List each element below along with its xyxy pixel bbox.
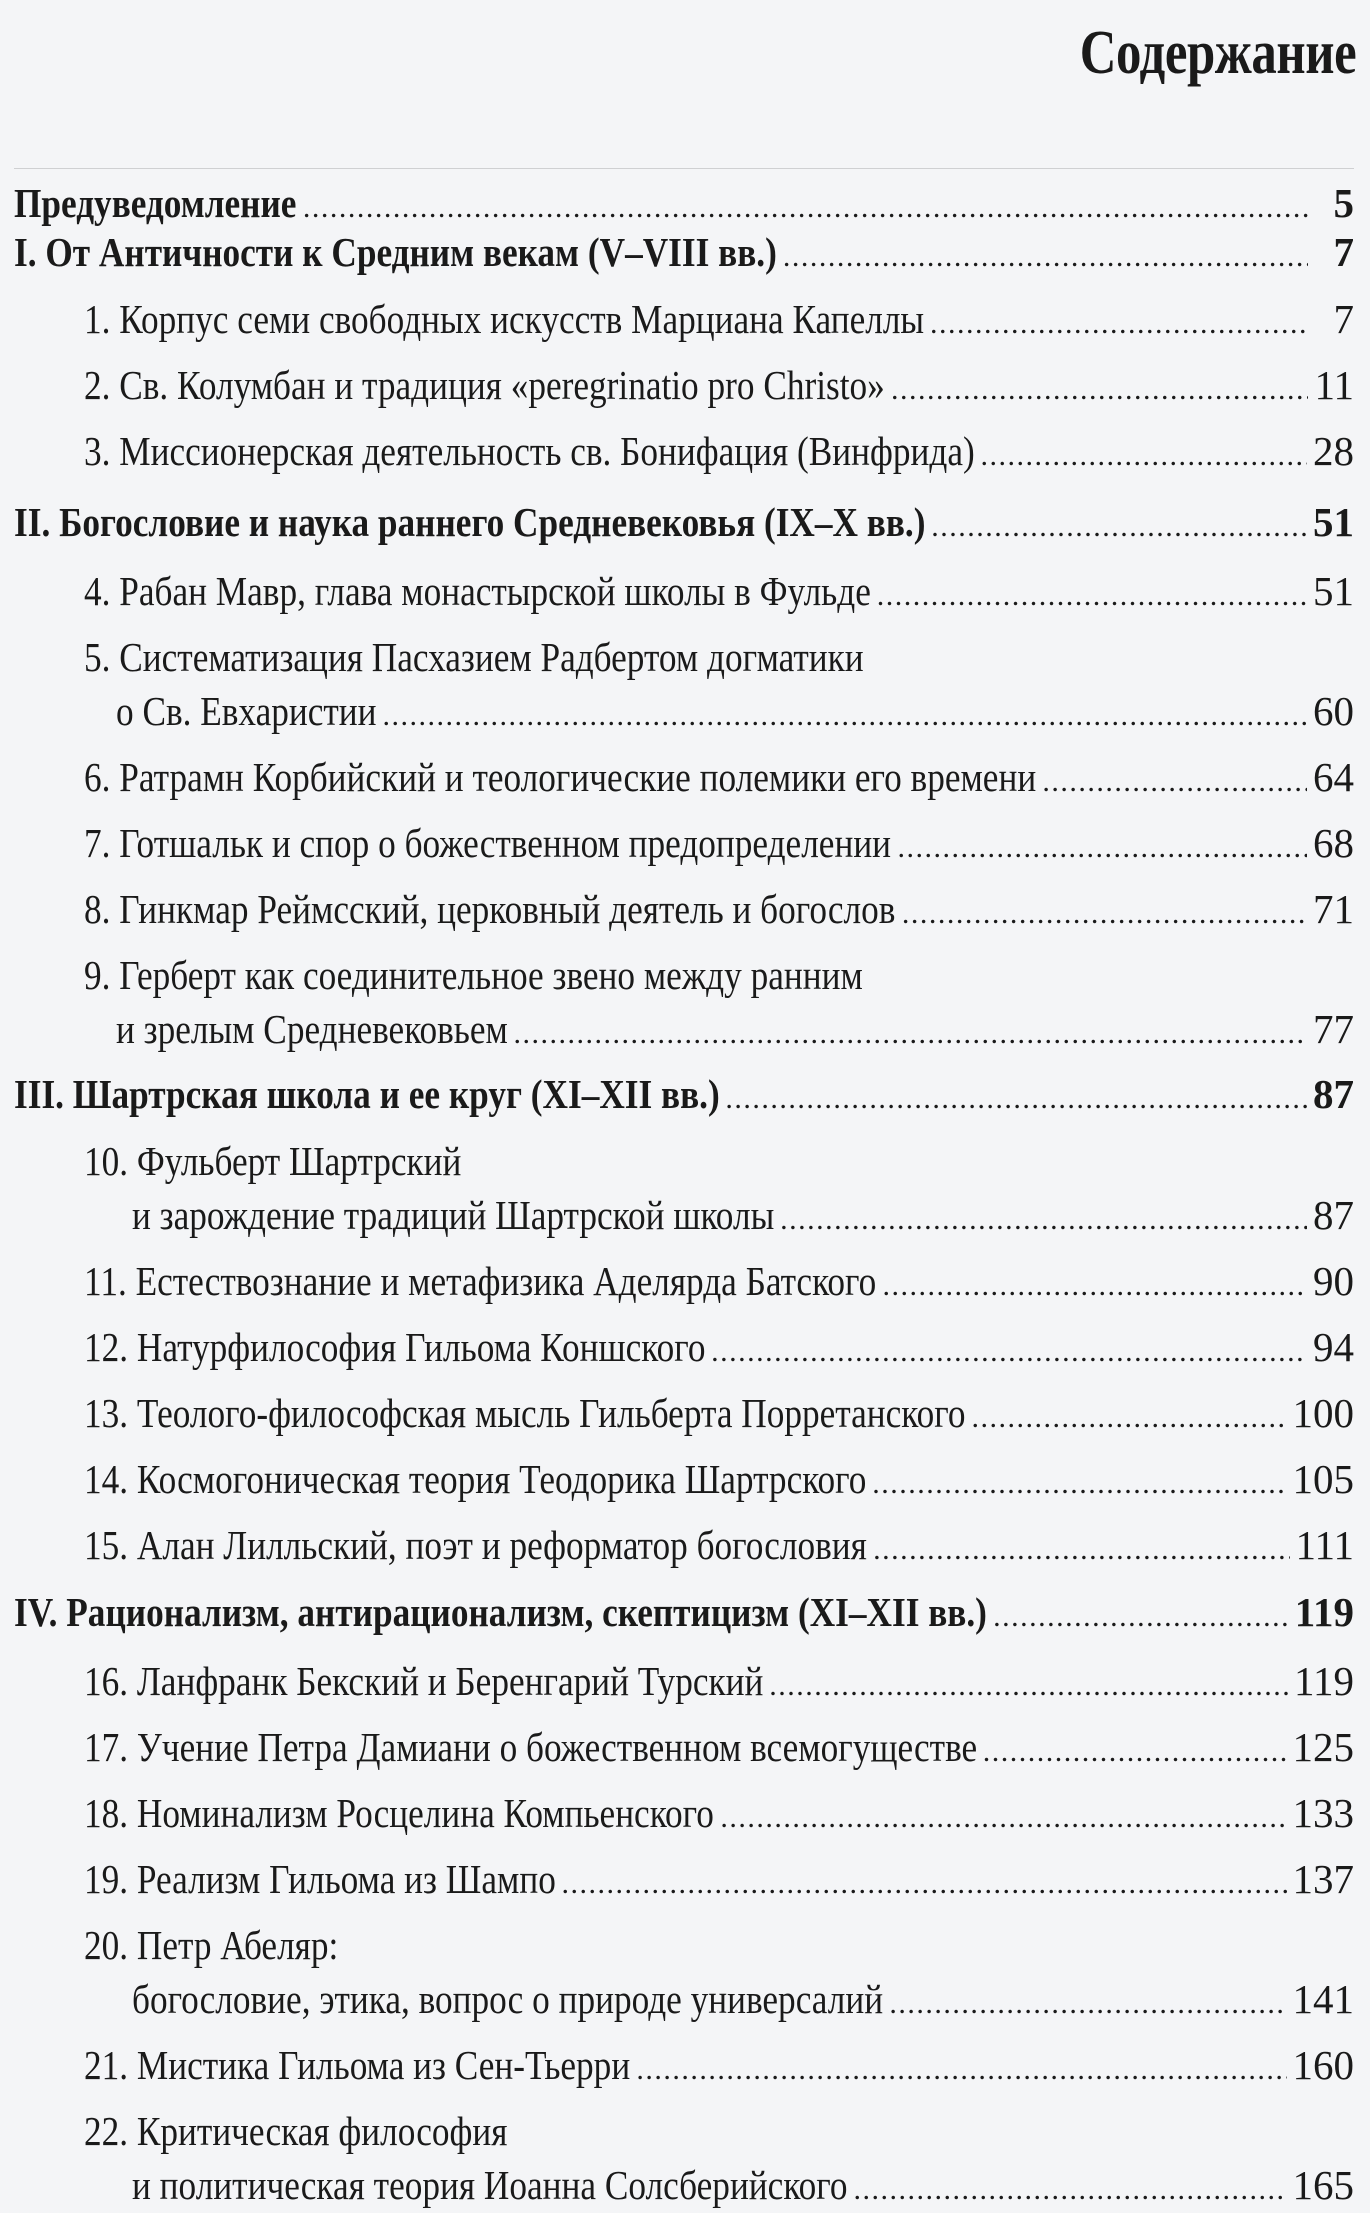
toc-entry-row[interactable] <box>14 2162 1354 2213</box>
toc-entry-title: богословие, этика, вопрос о природе универсалий <box>132 1976 884 2022</box>
toc-entry-title: 1. Корпус семи свободных искусств Марциана Капеллы <box>84 296 925 342</box>
toc-entry-row[interactable] <box>14 1006 1354 1057</box>
toc-entry-row[interactable] <box>14 754 1354 805</box>
dot-leader <box>514 1006 1307 1057</box>
page-number: 68 <box>1313 820 1354 866</box>
toc-entry-first-line <box>14 634 1370 680</box>
dot-leader <box>889 1976 1286 2027</box>
page-number: 137 <box>1292 1856 1354 1902</box>
dot-leader <box>891 362 1308 413</box>
dot-leader <box>711 1324 1307 1375</box>
page-number: 94 <box>1313 1324 1354 1370</box>
page-number: 71 <box>1313 886 1354 932</box>
dot-leader <box>720 1790 1286 1841</box>
page-number: 87 <box>1313 1192 1354 1238</box>
dot-leader <box>1042 754 1307 805</box>
toc-entry-title: 11. Естествознание и метафизика Аделярда Батского <box>84 1258 877 1304</box>
toc-entry-first-line <box>14 2108 1370 2154</box>
dot-leader <box>980 428 1307 479</box>
toc-entry-first-line <box>14 1138 1370 1184</box>
toc-entry-row[interactable] <box>14 1324 1354 1375</box>
toc-entry-title: 13. Теолого-философская мысль Гильберта Порретанского <box>84 1390 966 1436</box>
toc-entry-title: 22. Критическая философия <box>84 2108 508 2154</box>
toc-section-title: Предуведомление <box>14 180 297 226</box>
page-number: 141 <box>1292 1976 1354 2022</box>
page-number: 160 <box>1292 2042 1354 2088</box>
page-number: 7 <box>1333 229 1354 275</box>
dot-leader <box>902 886 1307 937</box>
page-number: 105 <box>1292 1456 1354 1502</box>
dot-leader <box>780 1192 1307 1243</box>
toc-entry-title: 17. Учение Петра Дамиани о божественном всемогуществе <box>84 1724 978 1770</box>
page-number: 119 <box>1294 1658 1354 1704</box>
dot-leader <box>854 2162 1287 2213</box>
toc-entry-first-line <box>14 1922 1370 1968</box>
dot-leader <box>993 1589 1289 1640</box>
page-number: 125 <box>1292 1724 1354 1770</box>
page-number: 7 <box>1333 296 1354 342</box>
toc-entry-title: 19. Реализм Гильома из Шампо <box>84 1856 556 1902</box>
toc-entry-title: 9. Герберт как соединительное звено между ранним <box>84 952 863 998</box>
toc-entry-row[interactable] <box>14 428 1354 479</box>
toc-section-title: I. От Античности к Средним векам (V–VIII вв.) <box>14 229 777 275</box>
dot-leader <box>561 1856 1286 1907</box>
dot-leader <box>769 1658 1288 1709</box>
toc-entry-title: 21. Мистика Гильома из Сен-Тьерри <box>84 2042 631 2088</box>
page-number: 51 <box>1313 568 1354 614</box>
dot-leader <box>873 1522 1289 1573</box>
toc-entry-row[interactable] <box>14 1856 1354 1907</box>
toc-entry-row[interactable] <box>14 1456 1354 1507</box>
toc-entry-title: и зрелым Средневековьем <box>116 1006 508 1052</box>
toc-entry-title: 12. Натурфилософия Гильома Коншского <box>84 1324 706 1370</box>
page-number: 133 <box>1292 1790 1354 1836</box>
toc-entry-title: 15. Алан Лилльский, поэт и реформатор богословия <box>84 1522 867 1568</box>
toc-entry-row[interactable] <box>14 1258 1354 1309</box>
page-number: 51 <box>1313 499 1354 545</box>
dot-leader <box>872 1456 1286 1507</box>
toc-section-title: IV. Рационализм, антирационализм, скептицизм (XI–XII вв.) <box>14 1589 987 1635</box>
page-number: 90 <box>1313 1258 1354 1304</box>
toc-entry-title: 8. Гинкмар Реймсский, церковный деятель и богослов <box>84 886 896 932</box>
toc-entry-title: 6. Ратрамн Корбийский и теологические полемики его времени <box>84 754 1037 800</box>
toc-entry-title: 5. Систематизация Пасхазием Радбертом догматики <box>84 634 864 680</box>
dot-leader <box>725 1071 1307 1122</box>
dot-leader <box>783 229 1308 280</box>
dot-leader <box>303 180 1308 231</box>
page-title: Содержание <box>1079 19 1356 87</box>
dot-leader <box>883 1258 1307 1309</box>
toc-entry-first-line <box>14 952 1370 998</box>
toc-entry-row[interactable] <box>14 688 1354 739</box>
toc-entry-row[interactable] <box>14 296 1354 347</box>
toc-entry-row[interactable] <box>14 568 1354 619</box>
toc-entry-row[interactable] <box>14 1522 1354 1573</box>
toc-entry-title: 20. Петр Абеляр: <box>84 1922 339 1968</box>
dot-leader <box>983 1724 1287 1775</box>
toc-entry-row[interactable] <box>14 1976 1354 2027</box>
toc-entry-row[interactable] <box>14 820 1354 871</box>
toc-entry-title: о Св. Евхаристии <box>116 688 377 734</box>
toc-entry-row[interactable] <box>14 2042 1354 2093</box>
toc-entry-row[interactable] <box>14 1390 1354 1441</box>
page-number: 5 <box>1333 180 1354 226</box>
dot-leader <box>877 568 1307 619</box>
toc-entry-title: 10. Фульберт Шартрский <box>84 1138 462 1184</box>
dot-leader <box>930 296 1308 347</box>
page-number: 60 <box>1313 688 1354 734</box>
toc-entry-row[interactable] <box>14 1790 1354 1841</box>
toc-entry-title: 18. Номинализм Росцелина Компьенского <box>84 1790 714 1836</box>
toc-section-row[interactable] <box>14 499 1354 550</box>
toc-entry-title: 14. Космогоническая теория Теодорика Шартрского <box>84 1456 867 1502</box>
dot-leader <box>898 820 1308 871</box>
toc-section-row[interactable] <box>14 229 1354 280</box>
page-number: 100 <box>1292 1390 1354 1436</box>
page-number: 87 <box>1313 1071 1354 1117</box>
page-number: 119 <box>1294 1589 1354 1635</box>
toc-entry-title: 4. Рабан Мавр, глава монастырской школы в Фульде <box>84 568 871 614</box>
toc-entry-row[interactable] <box>14 1658 1354 1709</box>
divider <box>14 168 1354 169</box>
toc-entry-title: 2. Св. Колумбан и традиция «peregrinatio pro Christo» <box>84 362 885 408</box>
dot-leader <box>931 499 1307 550</box>
toc-section-row[interactable] <box>14 1589 1354 1640</box>
toc-section-title: II. Богословие и наука раннего Средневековья (IX–X вв.) <box>14 499 926 545</box>
page-number: 165 <box>1292 2162 1354 2208</box>
page-number: 111 <box>1295 1522 1354 1568</box>
page-number: 11 <box>1314 362 1354 408</box>
toc-entry-row[interactable] <box>14 362 1354 413</box>
toc-section-row[interactable] <box>14 180 1354 231</box>
toc-entry-title: 16. Ланфранк Бекский и Беренгарий Турский <box>84 1658 764 1704</box>
dot-leader <box>636 2042 1286 2093</box>
page-number: 28 <box>1313 428 1354 474</box>
dot-leader <box>383 688 1307 739</box>
toc-section-row[interactable] <box>14 1071 1354 1122</box>
toc-entry-row[interactable] <box>14 1724 1354 1775</box>
toc-entry-row[interactable] <box>14 1192 1354 1243</box>
toc-entry-title: и зарождение традиций Шартрской школы <box>132 1192 775 1238</box>
toc-entry-title: 7. Готшальк и спор о божественном предопределении <box>84 820 892 866</box>
toc-entry-title: и политическая теория Иоанна Солсберийского <box>132 2162 848 2208</box>
page-number: 77 <box>1313 1006 1354 1052</box>
dot-leader <box>971 1390 1286 1441</box>
toc-section-title: III. Шартрская школа и ее круг (XI–XII вв.) <box>14 1071 720 1117</box>
toc-entry-row[interactable] <box>14 886 1354 937</box>
page-number: 64 <box>1313 754 1354 800</box>
toc-entry-title: 3. Миссионерская деятельность св. Бонифация (Винфрида) <box>84 428 975 474</box>
